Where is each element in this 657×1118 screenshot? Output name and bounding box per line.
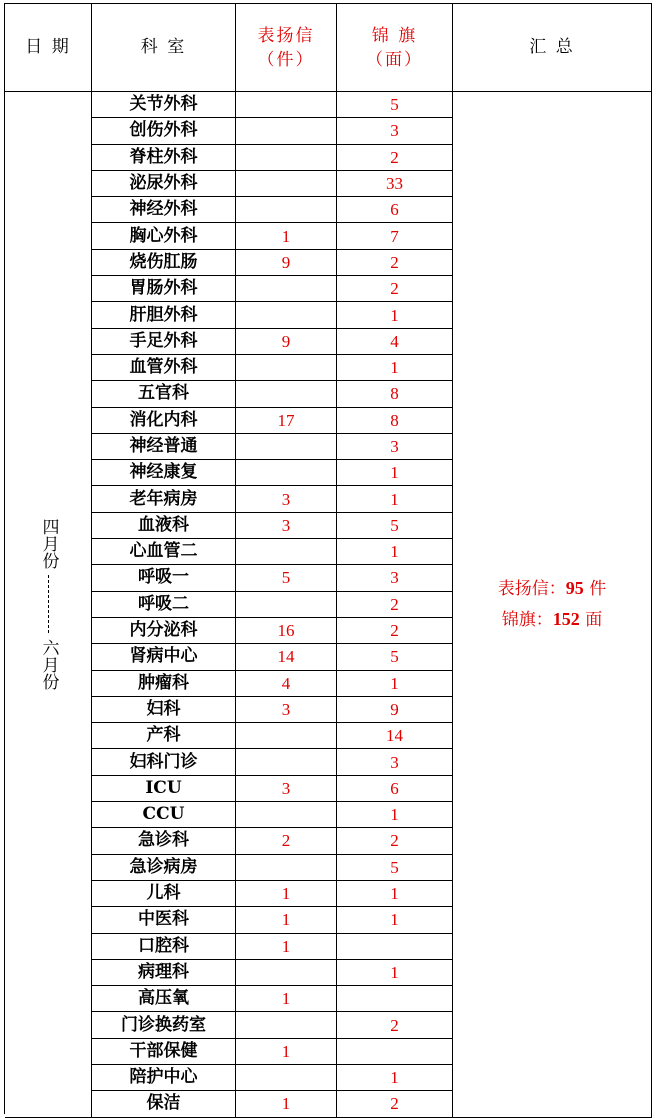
banner-count-cell: 8	[337, 408, 453, 434]
header-summary: 汇 总	[453, 4, 652, 92]
department-cell: 神经康复	[92, 460, 236, 486]
praise-count-cell: 4	[236, 671, 337, 697]
banner-count-cell: 8	[337, 381, 453, 407]
date-range-dash	[48, 575, 49, 633]
praise-count-cell: 1	[236, 1039, 337, 1065]
praise-count-cell	[236, 145, 337, 171]
praise-count-cell: 1	[236, 934, 337, 960]
date-range-cell	[5, 92, 92, 1118]
department-cell: 胸心外科	[92, 223, 236, 249]
banner-count-cell: 2	[337, 145, 453, 171]
department-cell: 陪护中心	[92, 1065, 236, 1091]
banner-count-cell: 1	[337, 881, 453, 907]
department-cell: 泌尿外科	[92, 171, 236, 197]
praise-count-cell	[236, 197, 337, 223]
banner-count-cell: 7	[337, 223, 453, 249]
department-cell: 神经外科	[92, 197, 236, 223]
department-cell: 呼吸二	[92, 592, 236, 618]
banner-count-cell: 4	[337, 329, 453, 355]
department-cell: 手足外科	[92, 329, 236, 355]
praise-count-cell	[236, 92, 337, 118]
department-cell: 产科	[92, 723, 236, 749]
banner-count-cell: 1	[337, 960, 453, 986]
summary-cell	[453, 92, 652, 1118]
banner-count-cell: 5	[337, 855, 453, 881]
header-praise-letters: 表扬信 （件）	[236, 4, 337, 92]
banner-count-cell: 1	[337, 802, 453, 828]
banner-count-cell: 2	[337, 618, 453, 644]
department-cell: 关节外科	[92, 92, 236, 118]
department-cell: ICU	[92, 776, 236, 802]
department-cell: 胃肠外科	[92, 276, 236, 302]
praise-count-cell	[236, 276, 337, 302]
banner-count-cell: 2	[337, 1091, 453, 1117]
department-cell: 消化内科	[92, 408, 236, 434]
department-cell: 口腔科	[92, 934, 236, 960]
department-cell: 创伤外科	[92, 118, 236, 144]
date-start: 四月份	[38, 518, 59, 570]
banner-count-cell	[337, 986, 453, 1012]
statistics-table	[4, 3, 652, 1114]
praise-count-cell	[236, 355, 337, 381]
banner-count-cell: 5	[337, 92, 453, 118]
praise-count-cell	[236, 723, 337, 749]
banner-count-cell: 33	[337, 171, 453, 197]
department-cell: 呼吸一	[92, 565, 236, 591]
department-cell: 妇科门诊	[92, 749, 236, 775]
summary-praise: 表扬信：95 件	[497, 578, 607, 600]
praise-count-cell: 1	[236, 1091, 337, 1117]
date-end: 六月份	[38, 639, 59, 691]
banner-count-cell: 2	[337, 828, 453, 854]
summary-banner: 锦旗：152 面	[501, 609, 603, 631]
department-cell: 门诊换药室	[92, 1012, 236, 1038]
praise-count-cell: 5	[236, 565, 337, 591]
praise-count-cell	[236, 960, 337, 986]
praise-count-cell: 9	[236, 250, 337, 276]
praise-count-cell	[236, 381, 337, 407]
banner-count-cell: 3	[337, 434, 453, 460]
header-department: 科 室	[92, 4, 236, 92]
department-cell: 肝胆外科	[92, 302, 236, 328]
department-cell: 五官科	[92, 381, 236, 407]
praise-count-cell: 1	[236, 986, 337, 1012]
praise-count-cell	[236, 802, 337, 828]
praise-count-cell	[236, 539, 337, 565]
department-cell: 老年病房	[92, 486, 236, 512]
praise-count-cell: 9	[236, 329, 337, 355]
banner-count-cell: 5	[337, 513, 453, 539]
praise-count-cell	[236, 434, 337, 460]
department-cell: 儿科	[92, 881, 236, 907]
banner-count-cell: 2	[337, 1012, 453, 1038]
praise-count-cell: 14	[236, 644, 337, 670]
praise-count-cell	[236, 171, 337, 197]
department-cell: 高压氧	[92, 986, 236, 1012]
banner-count-cell: 1	[337, 539, 453, 565]
banner-count-cell: 2	[337, 250, 453, 276]
department-cell: 干部保健	[92, 1039, 236, 1065]
department-cell: 中医科	[92, 907, 236, 933]
praise-count-cell: 1	[236, 881, 337, 907]
praise-count-cell: 1	[236, 223, 337, 249]
department-cell: 肿瘤科	[92, 671, 236, 697]
banner-count-cell	[337, 1039, 453, 1065]
banner-count-cell: 3	[337, 118, 453, 144]
praise-count-cell: 16	[236, 618, 337, 644]
praise-count-cell: 3	[236, 513, 337, 539]
department-cell: CCU	[92, 802, 236, 828]
department-cell: 病理科	[92, 960, 236, 986]
praise-count-cell	[236, 460, 337, 486]
banner-count-cell: 1	[337, 907, 453, 933]
department-cell: 血液科	[92, 513, 236, 539]
praise-count-cell: 17	[236, 408, 337, 434]
banner-count-cell: 3	[337, 749, 453, 775]
praise-count-cell	[236, 1065, 337, 1091]
banner-count-cell: 1	[337, 355, 453, 381]
praise-count-cell: 1	[236, 907, 337, 933]
banner-count-cell: 9	[337, 697, 453, 723]
department-cell: 心血管二	[92, 539, 236, 565]
department-cell: 脊柱外科	[92, 145, 236, 171]
praise-count-cell: 3	[236, 486, 337, 512]
banner-count-cell: 14	[337, 723, 453, 749]
header-banners: 锦 旗 （面）	[337, 4, 453, 92]
banner-count-cell: 6	[337, 197, 453, 223]
department-cell: 急诊病房	[92, 855, 236, 881]
praise-count-cell: 3	[236, 697, 337, 723]
department-cell: 烧伤肛肠	[92, 250, 236, 276]
header-date: 日 期	[5, 4, 92, 92]
banner-count-cell: 2	[337, 592, 453, 618]
department-cell: 急诊科	[92, 828, 236, 854]
banner-count-cell: 1	[337, 460, 453, 486]
department-cell: 血管外科	[92, 355, 236, 381]
banner-count-cell: 1	[337, 486, 453, 512]
praise-count-cell	[236, 1012, 337, 1038]
department-cell: 肾病中心	[92, 644, 236, 670]
praise-count-cell	[236, 749, 337, 775]
praise-count-cell	[236, 118, 337, 144]
praise-count-cell	[236, 855, 337, 881]
department-cell: 神经普通	[92, 434, 236, 460]
banner-count-cell: 2	[337, 276, 453, 302]
banner-count-cell: 1	[337, 302, 453, 328]
banner-count-cell	[337, 934, 453, 960]
praise-count-cell	[236, 592, 337, 618]
praise-count-cell: 2	[236, 828, 337, 854]
banner-count-cell: 1	[337, 1065, 453, 1091]
banner-count-cell: 1	[337, 671, 453, 697]
praise-count-cell	[236, 302, 337, 328]
praise-count-cell: 3	[236, 776, 337, 802]
department-cell: 妇科	[92, 697, 236, 723]
department-cell: 内分泌科	[92, 618, 236, 644]
department-cell: 保洁	[92, 1091, 236, 1117]
banner-count-cell: 5	[337, 644, 453, 670]
banner-count-cell: 6	[337, 776, 453, 802]
banner-count-cell: 3	[337, 565, 453, 591]
